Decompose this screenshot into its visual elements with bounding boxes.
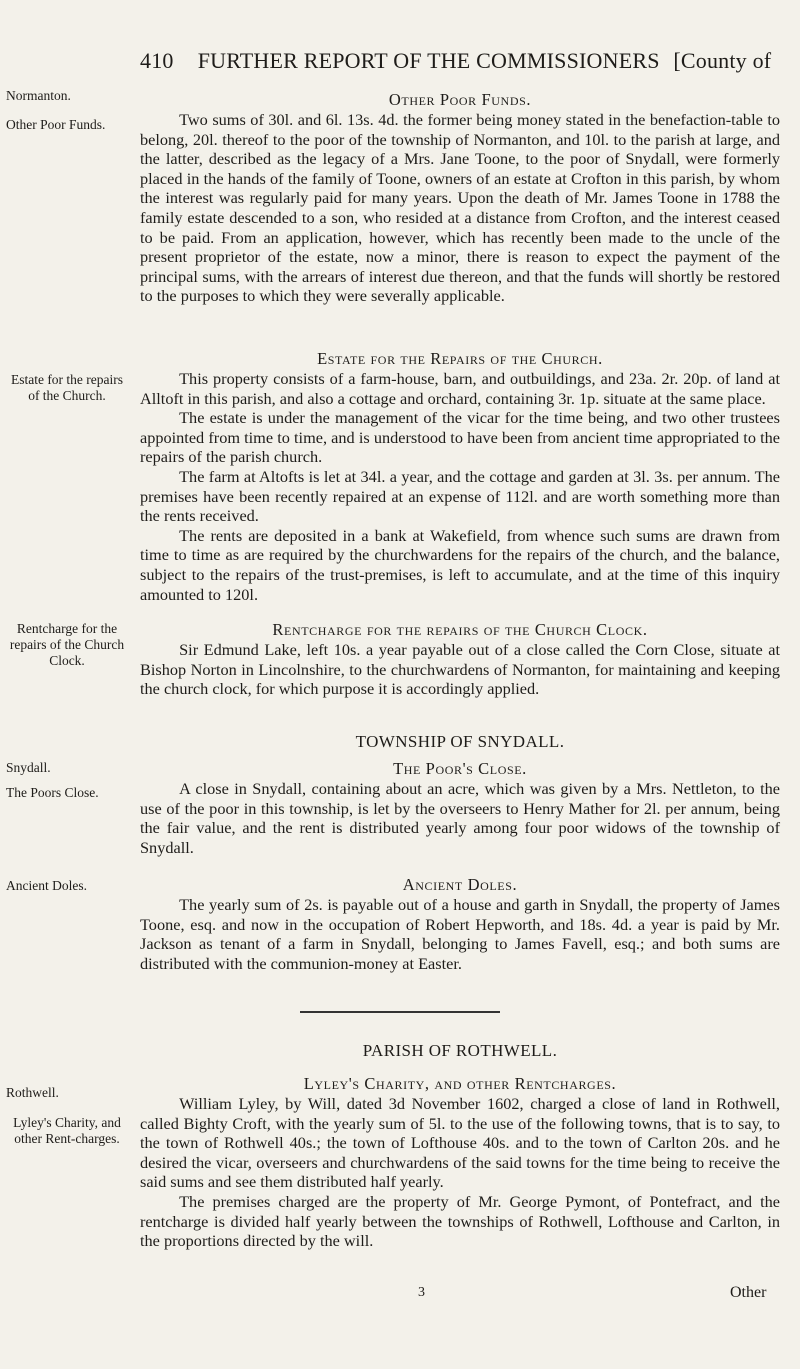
section-estate-church (140, 349, 780, 604)
paragraph: The yearly sum of 2s. is payable out of a house and garth in Snydall, the property of James Toone, esq. and now in the occupation of Robert Hepworth, and 18s. 4d. a year is paid by Mr. Jackson as tenant of a farm in Snydall, belonging to James Favell, esq.; and both sums are distributed with the communion-money at Easter. (140, 895, 780, 973)
paragraph: This property consists of a farm-house, barn, and outbuildings, and 23a. 2r. 20p. of land at Alltoft in this parish, and also a cottage and orchard, containing 3r. 1p. situate at the same place. (140, 369, 780, 408)
margin-note-normanton: Normanton. (6, 88, 71, 103)
margin-note-lyleys-charity: Lyley's Charity, and other Rent-charges. (13, 1115, 121, 1146)
section-poors-close (140, 759, 780, 857)
section-title: Estate for the Repairs of the Church. (317, 349, 603, 368)
section-title: Lyley's Charity, and other Rentcharges. (303, 1074, 617, 1093)
section-rentcharge-clock (140, 620, 780, 699)
running-title: FURTHER REPORT OF THE COMMISSIONERS (197, 48, 660, 73)
margin-note-ancient-doles: Ancient Doles. (6, 878, 87, 893)
margin-note-rothwell: Rothwell. (6, 1085, 59, 1100)
page-number: 410 (140, 48, 174, 73)
township-heading: TOWNSHIP OF SNYDALL. (355, 732, 565, 751)
section-title: The Poor's Close. (393, 759, 527, 778)
paragraph: Sir Edmund Lake, left 10s. a year payable out of a close called the Corn Close, situate at Bishop Norton in Lincolnshire, to the churchwardens of Normanton, for maintaining and keeping the church clock, for which purpose it is accordingly applied. (140, 640, 780, 699)
paragraph: The farm at Altofts is let at 34l. a year, and the cottage and garden at 3l. 3s. per annum. The premises have been recently repaired at an expense of 112l. and are worth something more than the rents received. (140, 466, 780, 526)
section-title: Other Poor Funds. (388, 90, 532, 109)
section-ancient-doles (140, 875, 780, 973)
section-title: Ancient Doles. (402, 875, 518, 894)
paragraph: The rents are deposited in a bank at Wakefield, from whence such sums are drawn from time to time as are required by the churchwardens for the repairs of the church, and the balance, subject to the repairs of the trust-premises, is left to accumulate, and at the time of this inquiry amounted to 120l. (140, 525, 780, 604)
paragraph: William Lyley, by Will, dated 3d November 1602, charged a close of land in Rothwell, called Bighty Croft, with the yearly sum of 5l. to the use of the following towns, that is to say, to the town of Rothwell 40s.; the town of Lofthouse 40s. and to the town of Carlton 20s. and he desired the vicar, overseers and churchwardens of the said towns for the time being to receive the said sums and see them distributed half yearly. (140, 1094, 780, 1192)
catchword: Other (730, 1284, 767, 1301)
paragraph: A close in Snydall, containing about an acre, which was given by a Mrs. Nettleton, to the use of the poor in this township, is let by the overseers to Henry Mather for 2l. per annum, being the fair value, and the rent is distributed yearly among four poor widows of the township of Snydall. (140, 779, 780, 857)
heading-township-snydall (140, 731, 780, 753)
running-header (140, 48, 770, 74)
paragraph: The premises charged are the property of Mr. George Pymont, of Pontefract, and the rentcharge is divided half yearly between the townships of Rothwell, Lofthouse and Carlton, in the proportions directed by the will. (140, 1191, 780, 1251)
paragraph: The estate is under the management of the vicar for the time being, and two other trustees appointed from time to time, and is understood to have been from ancient time appropriated to the repairs of the parish church. (140, 408, 780, 467)
section-title: Rentcharge for the repairs of the Church Clock. (272, 620, 648, 639)
margin-note-rentcharge-clock: Rentcharge for the repairs of the Church Clock. (9, 621, 125, 668)
parish-heading: PARISH OF ROTHWELL. (362, 1041, 558, 1060)
section-other-poor-funds (140, 90, 780, 306)
heading-parish-rothwell (140, 1040, 780, 1062)
margin-note-snydall: Snydall. (6, 760, 51, 775)
section-lyleys-charity (140, 1074, 780, 1251)
section-divider (300, 1011, 500, 1013)
running-county: [County of (673, 48, 772, 73)
margin-note-poors-close: The Poors Close. (6, 785, 99, 800)
signature-mark: 3 (418, 1285, 425, 1300)
paragraph: Two sums of 30l. and 6l. 13s. 4d. the former being money stated in the benefaction-table to belong, 20l. thereof to the poor of the township of Normanton, and 10l. to the parish at large, and the latter, described as the legacy of a Mrs. Jane Toone, to the poor of Snydall, were formerly placed in the hands of the family of Toone, owners of an estate at Crofton in this parish, by whom the interest was regularly paid for many years. Upon the death of Mr. James Toone in 1788 the family estate descended to a son, who resided at a distance from Crofton, and the interest ceased to be paid. From an application, however, which has recently been made to the uncle of the present proprietor of the estate, now a minor, there is reason to expect the payment of the principal sums, with the arrears of interest due thereon, and that the funds will shortly be restored to the purposes to which they were severally applicable. (140, 110, 780, 306)
margin-note-other-poor-funds: Other Poor Funds. (6, 117, 106, 132)
margin-note-estate-church: Estate for the repairs of the Church. (10, 372, 124, 403)
